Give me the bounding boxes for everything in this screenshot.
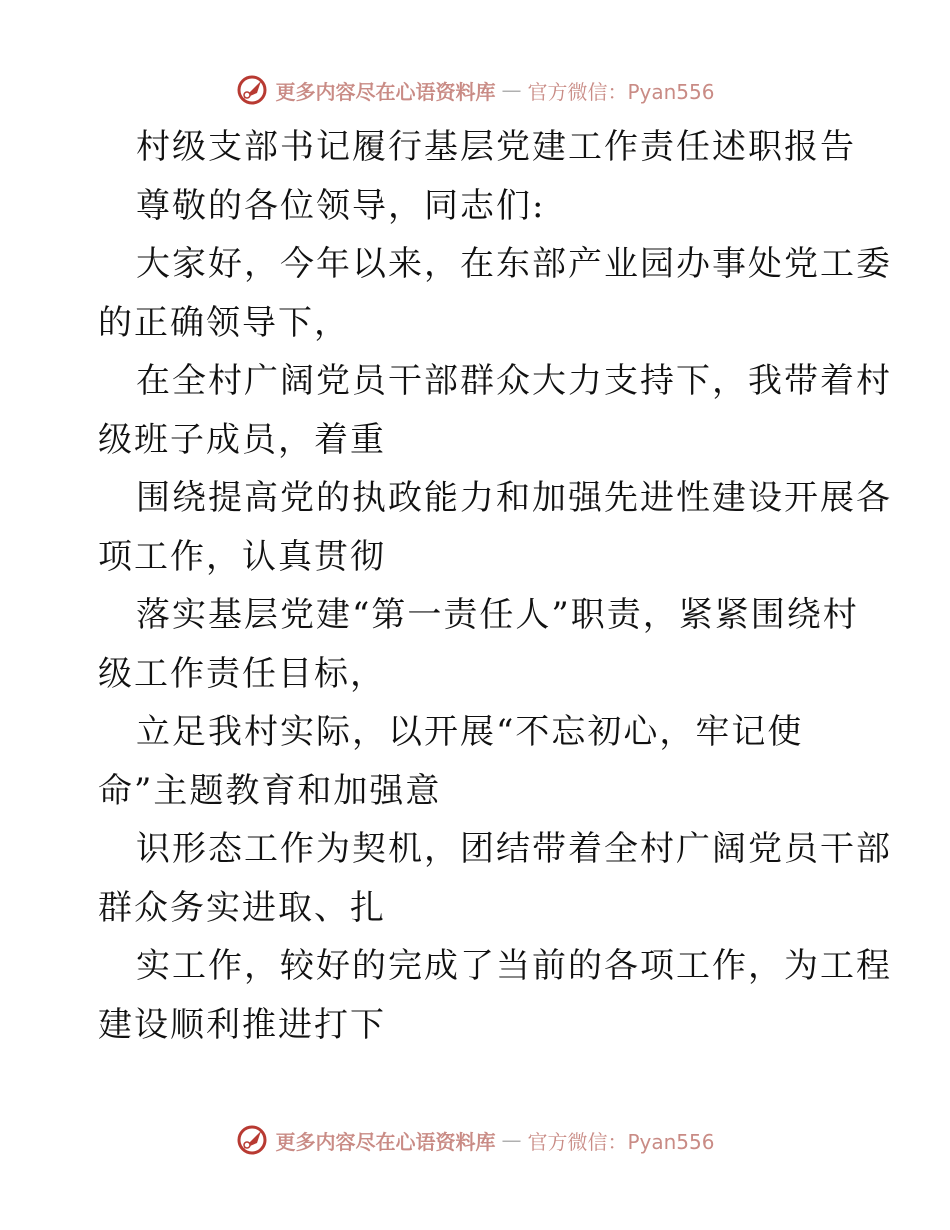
paragraph-line: 在全村广阔党员干部群众大力支持下，我带着村 bbox=[136, 361, 892, 401]
paragraph-line: 级工作责任目标， bbox=[98, 653, 386, 694]
paragraph-line: 建设顺利推进打下 bbox=[98, 1004, 386, 1045]
banner-wechat-text: 官方微信：Pyan556 bbox=[527, 79, 715, 104]
paragraph-line: 立足我村实际，以开展“不忘初心，牢记使 bbox=[136, 712, 804, 752]
header-banner bbox=[0, 70, 950, 110]
banner-separator: — bbox=[501, 78, 522, 102]
paragraph-line: 大家好，今年以来，在东部产业园办事处党工委 bbox=[136, 244, 892, 284]
banner-site-text: 更多内容尽在心语资料库 bbox=[275, 79, 496, 104]
paragraph-line: 识形态工作为契机，团结带着全村广阔党员干部 bbox=[136, 829, 892, 869]
paragraph-line: 实工作，较好的完成了当前的各项工作，为工程 bbox=[136, 946, 892, 986]
paragraph-line: 命”主题教育和加强意 bbox=[98, 770, 442, 811]
paragraph-line: 的正确领导下， bbox=[98, 302, 350, 343]
banner-site-text: 更多内容尽在心语资料库 bbox=[275, 1129, 496, 1154]
paragraph-line: 落实基层党建“第一责任人”职责，紧紧围绕村 bbox=[136, 595, 859, 635]
banner-wechat-text: 官方微信：Pyan556 bbox=[527, 1129, 715, 1154]
paragraph-line: 级班子成员，着重 bbox=[98, 419, 386, 460]
paragraph-line: 群众务实进取、扎 bbox=[98, 887, 386, 928]
footer-banner bbox=[0, 1120, 950, 1160]
banner-separator: — bbox=[501, 1128, 522, 1152]
salutation: 尊敬的各位领导，同志们: bbox=[136, 185, 546, 226]
paragraph-line: 项工作，认真贯彻 bbox=[98, 536, 386, 577]
paragraph-line: 围绕提高党的执政能力和加强先进性建设开展各 bbox=[136, 478, 892, 518]
document-body bbox=[98, 118, 892, 1054]
quill-logo-icon bbox=[235, 73, 269, 107]
document-title: 村级支部书记履行基层党建工作责任述职报告 bbox=[136, 127, 856, 167]
quill-logo-icon bbox=[235, 1123, 269, 1157]
